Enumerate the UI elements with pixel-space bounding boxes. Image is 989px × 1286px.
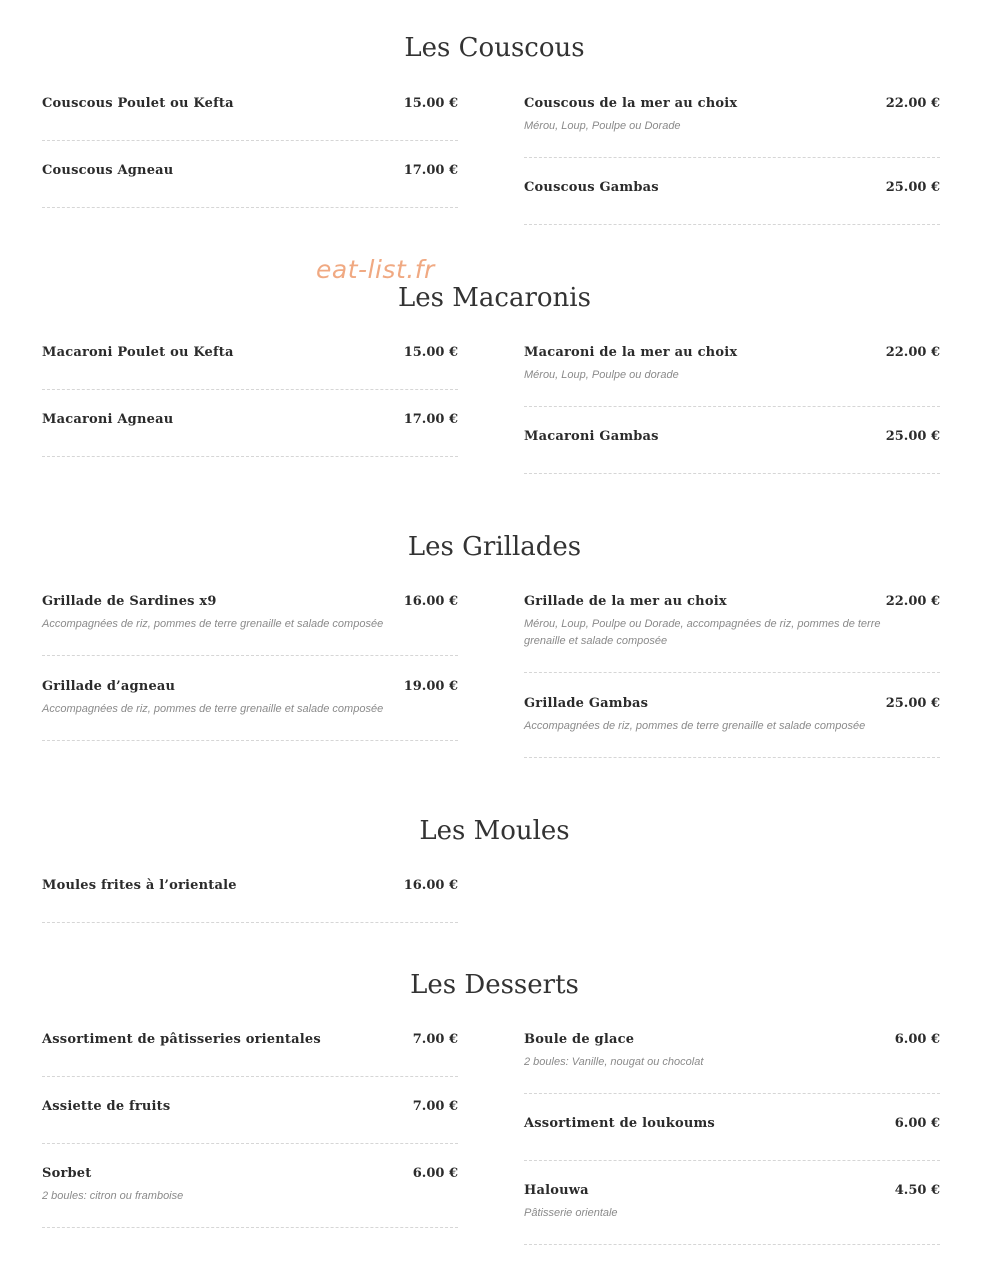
moules-left-column [42, 878, 458, 923]
item-name: Couscous Poulet ou Kefta [42, 96, 234, 111]
item-name: Macaroni de la mer au choix [524, 345, 738, 360]
menu-item [42, 878, 458, 923]
item-name: Moules frites à l’orientale [42, 878, 237, 893]
item-description: Pâtisserie orientale [524, 1207, 618, 1219]
item-price: 25.00 € [885, 180, 940, 195]
item-description: Mérou, Loup, Poulpe ou Dorade [524, 120, 681, 132]
menu-item [42, 141, 458, 208]
menu-item [524, 673, 940, 758]
item-price: 4.50 € [894, 1183, 940, 1198]
desserts-left-column [42, 1032, 458, 1228]
item-price: 19.00 € [403, 679, 458, 694]
menu-item [524, 1032, 940, 1094]
menu-item [524, 407, 940, 474]
menu-item [42, 1077, 458, 1144]
menu-item [42, 1144, 458, 1228]
couscous-left-column [42, 96, 458, 208]
item-price: 22.00 € [885, 96, 940, 111]
item-name: Grillade de la mer au choix [524, 594, 727, 609]
item-description: 2 boules: citron ou framboise [42, 1190, 184, 1202]
menu-item [524, 1094, 940, 1161]
item-price: 7.00 € [412, 1099, 458, 1114]
item-name: Grillade de Sardines x9 [42, 594, 217, 609]
item-name: Sorbet [42, 1166, 92, 1181]
macaronis-right-column [524, 345, 940, 474]
section-title-moules: Les Moules [419, 816, 570, 846]
menu-item [42, 1032, 458, 1077]
item-description: Accompagnées de riz, pommes de terre grenaille et salade composée [42, 703, 384, 715]
section-title-couscous: Les Couscous [404, 33, 585, 63]
item-description: 2 boules: Vanille, nougat ou chocolat [524, 1056, 704, 1068]
grillades-right-column [524, 594, 940, 758]
item-price: 6.00 € [894, 1032, 940, 1047]
item-price: 16.00 € [403, 878, 458, 893]
item-name: Assortiment de pâtisseries orientales [42, 1032, 321, 1047]
item-name: Macaroni Gambas [524, 429, 659, 444]
item-name: Grillade Gambas [524, 696, 649, 711]
item-name: Macaroni Agneau [42, 412, 174, 427]
item-name: Assortiment de loukoums [524, 1116, 715, 1131]
menu-item [524, 158, 940, 225]
item-name: Couscous Agneau [42, 163, 174, 178]
item-description: Mérou, Loup, Poulpe ou Dorade, accompagnées de riz, pommes de terre grenaille et salade composée [524, 618, 881, 647]
menu-item [42, 594, 458, 656]
menu-item [42, 345, 458, 390]
watermark-text: eat-list.fr [316, 255, 435, 284]
item-price: 7.00 € [412, 1032, 458, 1047]
item-price: 22.00 € [885, 345, 940, 360]
section-title-grillades: Les Grillades [407, 532, 582, 562]
menu-item [42, 96, 458, 141]
item-name: Macaroni Poulet ou Kefta [42, 345, 234, 360]
section-title-desserts: Les Desserts [410, 970, 579, 1000]
menu-item [524, 594, 940, 673]
item-price: 17.00 € [403, 163, 458, 178]
desserts-right-column [524, 1032, 940, 1245]
item-price: 16.00 € [403, 594, 458, 609]
couscous-right-column [524, 96, 940, 225]
item-price: 6.00 € [894, 1116, 940, 1131]
menu-item [524, 96, 940, 158]
grillades-left-column [42, 594, 458, 741]
item-price: 6.00 € [412, 1166, 458, 1181]
item-price: 15.00 € [403, 345, 458, 360]
item-name: Grillade d’agneau [42, 679, 176, 694]
menu-item [524, 1161, 940, 1245]
item-name: Couscous de la mer au choix [524, 96, 738, 111]
menu-item [42, 390, 458, 457]
item-price: 15.00 € [403, 96, 458, 111]
macaronis-left-column [42, 345, 458, 457]
item-description: Mérou, Loup, Poulpe ou dorade [524, 369, 679, 381]
item-name: Assiette de fruits [42, 1099, 171, 1114]
section-title-macaronis: Les Macaronis [398, 283, 591, 313]
menu-item [524, 345, 940, 407]
item-price: 22.00 € [885, 594, 940, 609]
item-description: Accompagnées de riz, pommes de terre grenaille et salade composée [524, 720, 866, 732]
item-name: Halouwa [524, 1183, 589, 1198]
item-description: Accompagnées de riz, pommes de terre grenaille et salade composée [42, 618, 384, 630]
item-price: 25.00 € [885, 696, 940, 711]
item-name: Boule de glace [524, 1032, 635, 1047]
item-price: 17.00 € [403, 412, 458, 427]
item-name: Couscous Gambas [524, 180, 659, 195]
menu-item [42, 656, 458, 741]
item-price: 25.00 € [885, 429, 940, 444]
